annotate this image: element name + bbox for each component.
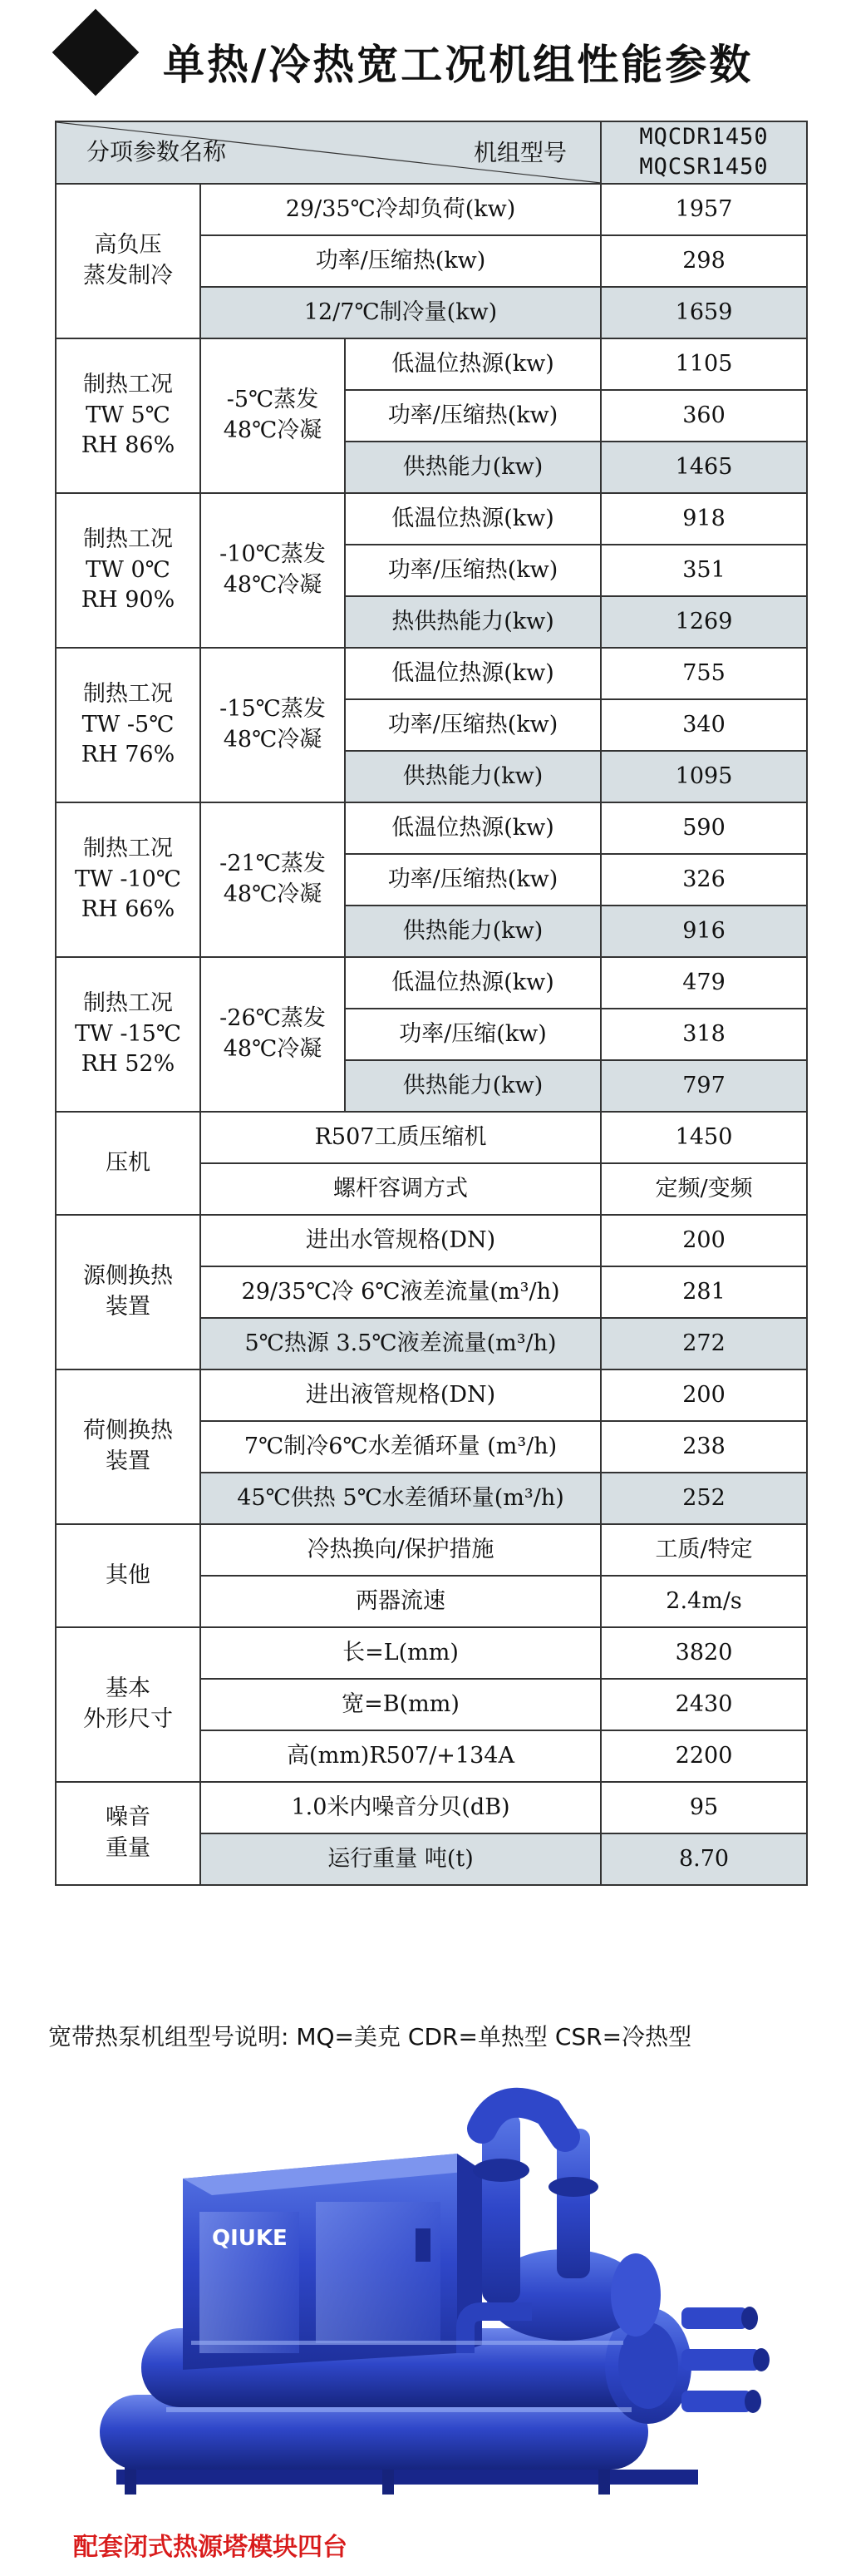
condition-label: -10℃蒸发 48℃冷凝 [200, 493, 345, 648]
heat-pump-unit-image [66, 2079, 781, 2528]
condition-label: -15℃蒸发 48℃冷凝 [200, 648, 345, 802]
param-label: 分项参数名称 [86, 138, 227, 166]
end-cap-inner [618, 2322, 678, 2409]
param-label: 供热能力(kw) [345, 751, 601, 802]
header-diagonal-cell [56, 121, 601, 184]
table-row [56, 648, 807, 699]
group-label-other: 其他 [56, 1524, 200, 1627]
table-row [56, 1524, 807, 1576]
param-value: 1105 [601, 338, 807, 390]
nozzle-flange [745, 2390, 761, 2413]
param-value: 360 [601, 390, 807, 442]
group-label-high-load: 高负压 蒸发制冷 [56, 184, 200, 338]
param-label: 29/35℃冷 6℃液差流量(m³/h) [200, 1266, 601, 1318]
table-header-row [56, 121, 807, 184]
base-frame [116, 2470, 698, 2485]
nozzle-flange [753, 2348, 770, 2371]
param-label: 功率/压缩热(kw) [345, 390, 601, 442]
param-label: 运行重量 吨(t) [200, 1833, 601, 1885]
performance-table [55, 121, 808, 1886]
group-label-heating: 制热工况 TW -15℃ RH 52% [56, 957, 200, 1112]
condition-label: -5℃蒸发 48℃冷凝 [200, 338, 345, 493]
param-value: 326 [601, 854, 807, 906]
table-row [56, 1782, 807, 1833]
param-label: 高(mm)R507/+134A [200, 1730, 601, 1782]
cabinet-handle [416, 2228, 430, 2262]
brand-logo: QIUKE [212, 2226, 288, 2251]
param-value: 1095 [601, 751, 807, 802]
param-label: 功率/压缩(kw) [345, 1009, 601, 1060]
table-row [56, 1215, 807, 1266]
param-label: 冷热换向/保护措施 [200, 1524, 601, 1576]
model-footnote: 宽带热泵机组型号说明: MQ=美克 CDR=单热型 CSR=冷热型 [48, 2023, 692, 2050]
table-row [56, 802, 807, 854]
shell-highlight [191, 2341, 623, 2345]
param-label: 供热能力(kw) [345, 442, 601, 493]
param-label: 热供热能力(kw) [345, 596, 601, 648]
group-label-compressor: 压机 [56, 1112, 200, 1215]
model-label: 机组型号 [474, 139, 568, 166]
compressor-end [611, 2253, 661, 2337]
param-value: 200 [601, 1369, 807, 1421]
pipe-nozzle [681, 2391, 752, 2412]
param-label: 螺杆容调方式 [200, 1163, 601, 1215]
param-value: 281 [601, 1266, 807, 1318]
table-row [56, 493, 807, 545]
param-value: 797 [601, 1060, 807, 1112]
param-value: 318 [601, 1009, 807, 1060]
pipe-nozzle [681, 2307, 748, 2329]
group-label-dimensions: 基本 外形尺寸 [56, 1627, 200, 1782]
param-label: 供热能力(kw) [345, 1060, 601, 1112]
param-label: 功率/压缩热(kw) [200, 235, 601, 287]
param-value: 1450 [601, 1112, 807, 1163]
param-value: 定频/变频 [601, 1163, 807, 1215]
param-label: 功率/压缩热(kw) [345, 545, 601, 596]
page-header [0, 0, 851, 108]
param-value: 2.4m/s [601, 1576, 807, 1627]
param-label: 两器流速 [200, 1576, 601, 1627]
condition-label: -21℃蒸发 48℃冷凝 [200, 802, 345, 957]
param-value: 1659 [601, 287, 807, 338]
nozzle-flange [741, 2307, 758, 2330]
param-label: 低温位热源(kw) [345, 493, 601, 545]
group-label-heating: 制热工况 TW -5℃ RH 76% [56, 648, 200, 802]
param-label: 宽=B(mm) [200, 1679, 601, 1730]
group-label-load-hx: 荷侧换热 装置 [56, 1369, 200, 1524]
param-label: R507工质压缩机 [200, 1112, 601, 1163]
group-label-heating: 制热工况 TW -10℃ RH 66% [56, 802, 200, 957]
param-value: 3820 [601, 1627, 807, 1679]
param-label: 5℃热源 3.5℃液差流量(m³/h) [200, 1318, 601, 1369]
table-row [56, 1112, 807, 1163]
param-value: 479 [601, 957, 807, 1009]
param-label: 长=L(mm) [200, 1627, 601, 1679]
pipe-flange [473, 2159, 529, 2182]
pipe-nozzle [681, 2349, 760, 2371]
param-label: 进出水管规格(DN) [200, 1215, 601, 1266]
param-label: 低温位热源(kw) [345, 957, 601, 1009]
table-row [56, 957, 807, 1009]
table-row [56, 338, 807, 390]
table-row [56, 1369, 807, 1421]
shell-highlight [166, 2407, 632, 2412]
page-title: 单热/冷热宽工况机组性能参数 [163, 41, 754, 89]
group-label-source-hx: 源侧换热 装置 [56, 1215, 200, 1369]
param-label: 1.0米内噪音分贝(dB) [200, 1782, 601, 1833]
group-label-heating: 制热工况 TW 5℃ RH 86% [56, 338, 200, 493]
diamond-icon [52, 9, 140, 96]
param-value: 238 [601, 1421, 807, 1473]
group-label-noise-weight: 噪音 重量 [56, 1782, 200, 1885]
cabinet-door [316, 2202, 440, 2343]
param-value: 工质/特定 [601, 1524, 807, 1576]
param-label: 功率/压缩热(kw) [345, 854, 601, 906]
param-value: 351 [601, 545, 807, 596]
model-number: MQCSR1450 [639, 154, 769, 180]
param-value: 1465 [601, 442, 807, 493]
param-label: 29/35℃冷却负荷(kw) [200, 184, 601, 235]
param-value: 916 [601, 906, 807, 957]
param-value: 95 [601, 1782, 807, 1833]
param-value: 755 [601, 648, 807, 699]
param-value: 2200 [601, 1730, 807, 1782]
param-value: 200 [601, 1215, 807, 1266]
model-number: MQCDR1450 [639, 124, 769, 150]
param-value: 8.70 [601, 1833, 807, 1885]
param-label: 低温位热源(kw) [345, 338, 601, 390]
param-value: 1269 [601, 596, 807, 648]
table-row [56, 184, 807, 235]
param-value: 2430 [601, 1679, 807, 1730]
param-label: 供热能力(kw) [345, 906, 601, 957]
param-label: 7℃制冷6℃水差循环量 (m³/h) [200, 1421, 601, 1473]
param-value: 1957 [601, 184, 807, 235]
param-label: 功率/压缩热(kw) [345, 699, 601, 751]
param-label: 低温位热源(kw) [345, 648, 601, 699]
param-value: 272 [601, 1318, 807, 1369]
image-caption: 配套闭式热源塔模块四台 [73, 2533, 347, 2562]
param-label: 45℃供热 5℃水差循环量(m³/h) [200, 1473, 601, 1524]
table-row [56, 1627, 807, 1679]
param-value: 590 [601, 802, 807, 854]
pipe-bend [482, 2103, 565, 2137]
param-value: 252 [601, 1473, 807, 1524]
pipe-flange [548, 2177, 598, 2197]
condition-label: -26℃蒸发 48℃冷凝 [200, 957, 345, 1112]
param-value: 298 [601, 235, 807, 287]
param-value: 918 [601, 493, 807, 545]
param-label: 低温位热源(kw) [345, 802, 601, 854]
group-label-heating: 制热工况 TW 0℃ RH 90% [56, 493, 200, 648]
param-label: 12/7℃制冷量(kw) [200, 287, 601, 338]
model-number-cell [601, 121, 807, 184]
param-value: 340 [601, 699, 807, 751]
param-label: 进出液管规格(DN) [200, 1369, 601, 1421]
